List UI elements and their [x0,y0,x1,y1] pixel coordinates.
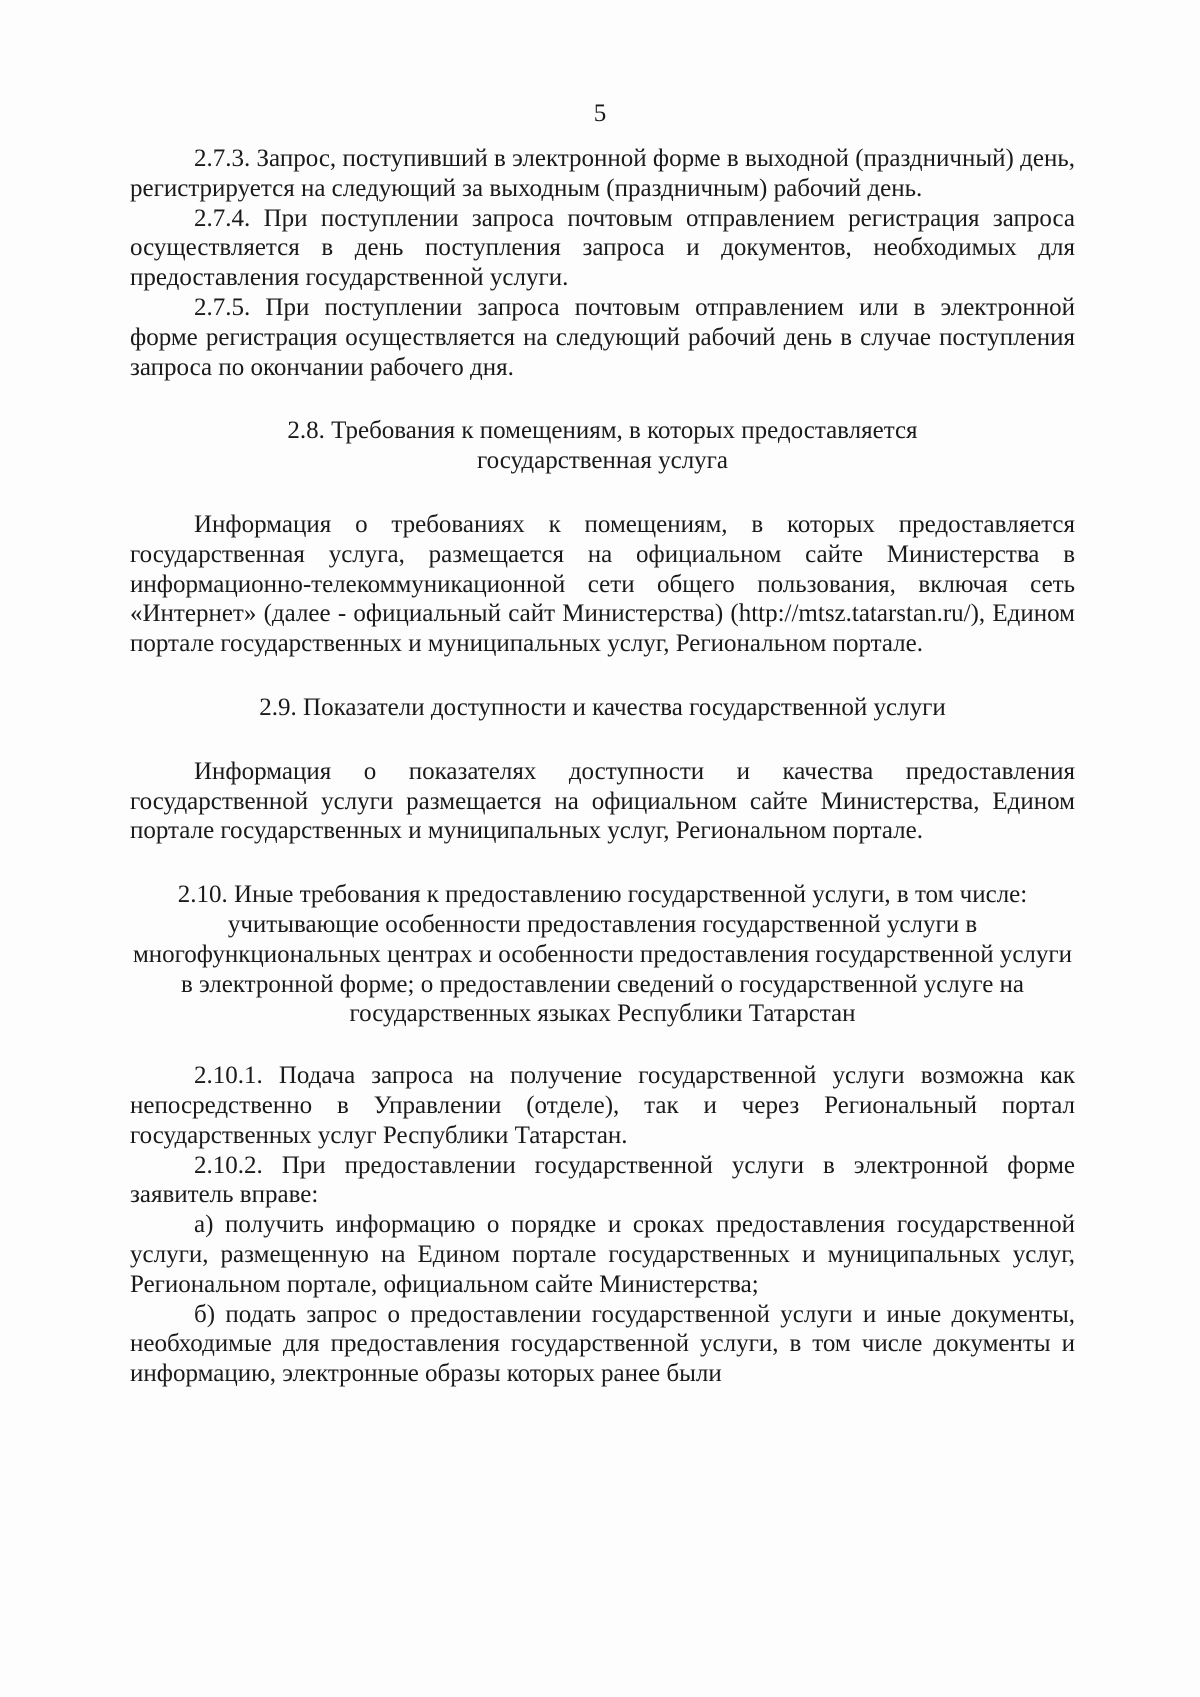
section-heading-2-8: 2.8. Требования к помещениям, в которых предоставляется государственная услуга [287,417,918,475]
paragraph-quality-info: Информация о показателях доступности и качества предоставления государственной услуги размещается на официальном сайте Министерства, Едином портале государственных и муниципальных услуг, Региональном портале. [130,757,1075,845]
list-item-b: б) подать запрос о предоставлении государственной услуги и иные документы, необходимые для предоставления государственной услуги, в том числе документы и информацию, электронные образы которых ранее были [130,1300,1075,1388]
paragraph-premises-info: Информация о требованиях к помещениям, в которых предоставляется государственная услуга, размещается на официальном сайте Министерства в информационно-телекоммуникационной сети общего пользования, включая сеть «Интернет» (далее - официальный сайт Министерства) (http://mtsz.tatarstan.ru/), Едином портале государственных и муниципальных услуг, Региональном портале. [130,510,1075,658]
list-item-a: а) получить информацию о порядке и сроках предоставления государственной услуги, размещенную на Едином портале государственных и муниципальных услуг, Региональном портале, официальном сайте Министерства; [130,1211,1075,1298]
paragraph-2-7-4: 2.7.4. При поступлении запроса почтовым отправлением регистрация запроса осуществляется в день поступления запроса и документов, необходимых для предоставления государственной услуги. [130,204,1075,292]
paragraph-2-7-5: 2.7.5. При поступлении запроса почтовым отправлением или в электронной форме регистрация осуществляется на следующий рабочий день в случае поступления запроса по окончании рабочего дня. [130,293,1075,381]
document-body [130,144,1075,1389]
paragraph-2-7-3: 2.7.3. Запрос, поступивший в электронной форме в выходной (праздничный) день, регистрируется на следующий за выходным (праздничным) рабочий день. [130,145,1075,202]
page-number: 5 [593,100,607,127]
section-heading-2-9: 2.9. Показатели доступности и качества государственной услуги [259,693,946,721]
paragraph-2-10-1: 2.10.1. Подача запроса на получение государственной услуги возможна как непосредственно в Управлении (отделе), так и через Региональный портал государственных услуг Республики Татарстан. [130,1062,1075,1149]
section-heading-2-10: 2.10. Иные требования к предоставлению государственной услуги, в том числе: учитывающие особенности предоставления государственной услуги в многофункциональных центрах и особенности предоставления государственной услуги в электронной форме; о предоставлении сведений о государственной услуге на государственных языках Республики Татарстан [132,881,1073,1028]
paragraph-2-10-2: 2.10.2. При предоставлении государственной услуги в электронной форме заявитель вправе: [130,1151,1075,1209]
